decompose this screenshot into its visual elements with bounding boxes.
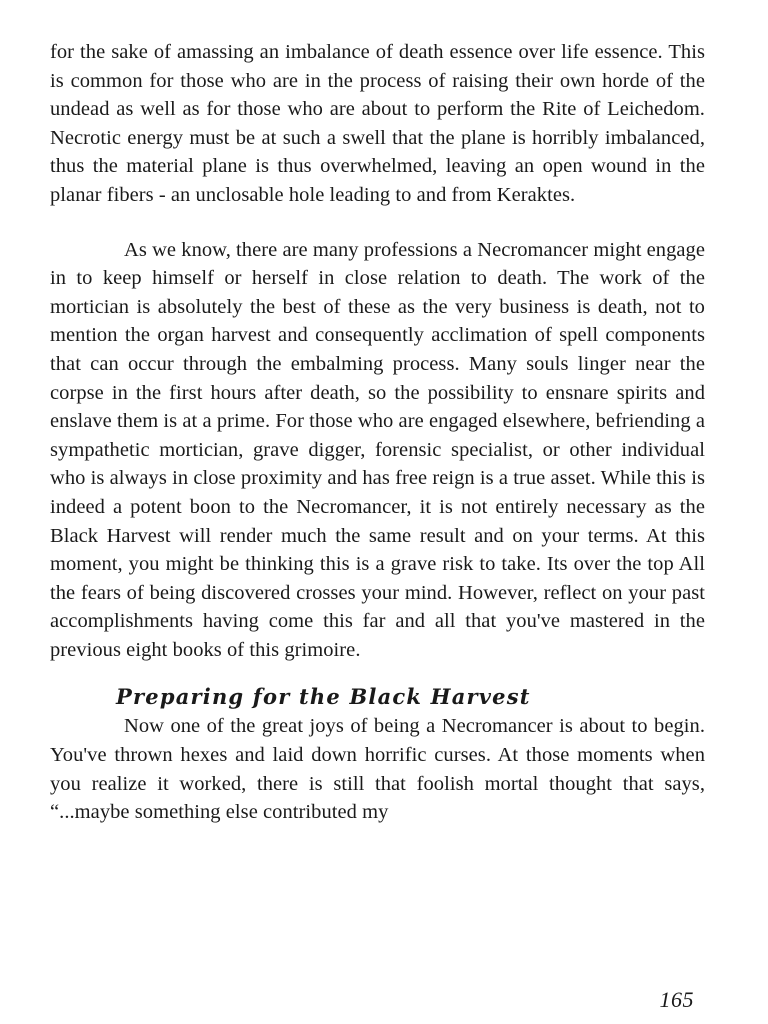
section-heading: Preparing for the Black Harvest (116, 684, 531, 710)
paragraph-3: Now one of the great joys of being a Necromancer is about to begin. You've thrown hexes and laid down horrific curses. At those moments when you realize it worked, there is still that foolish mortal thought that says, “...maybe something else contributed my (50, 715, 705, 824)
paragraph-1: for the sake of amassing an imbalance of death essence over life essence. This is common for those who are in the process of raising their own horde of the undead as well as for those who are about to perform the Rite of Leichedom. Necrotic energy must be at such a swell that the plane is horribly imbalanced, thus the material plane is thus overwhelmed, leaving an open wound in the planar fibers - an unclosable hole leading to and from Keraktes. (50, 41, 705, 206)
paragraph-gap (50, 210, 705, 236)
document-page (50, 38, 705, 998)
page-number: 165 (659, 987, 694, 1012)
paragraph-2: As we know, there are many professions a Necromancer might engage in to keep himself or herself in close relation to death. The work of the mortician is absolutely the best of these as the very business is death, not to mention the organ harvest and consequently acclimation of spell components that can occur through the embalming process. Many souls linger near the corpse in the first hours after death, so the possibility to ensnare spirits and enslave them is at a prime. For those who are engaged elsewhere, befriending a sympathetic mortician, grave digger, forensic specialist, or other individual who is always in close proximity and has free reign is a true asset. While this is indeed a potent boon to the Necromancer, it is not entirely necessary as the Black Harvest will render much the same result and on your terms. At this moment, you might be thinking this is a grave risk to take. Its over the top All the fears of being discovered crosses your mind. However, reflect on your past accomplishments having come this far and all that you've mastered in the previous eight books of this grimoire. (50, 238, 705, 661)
